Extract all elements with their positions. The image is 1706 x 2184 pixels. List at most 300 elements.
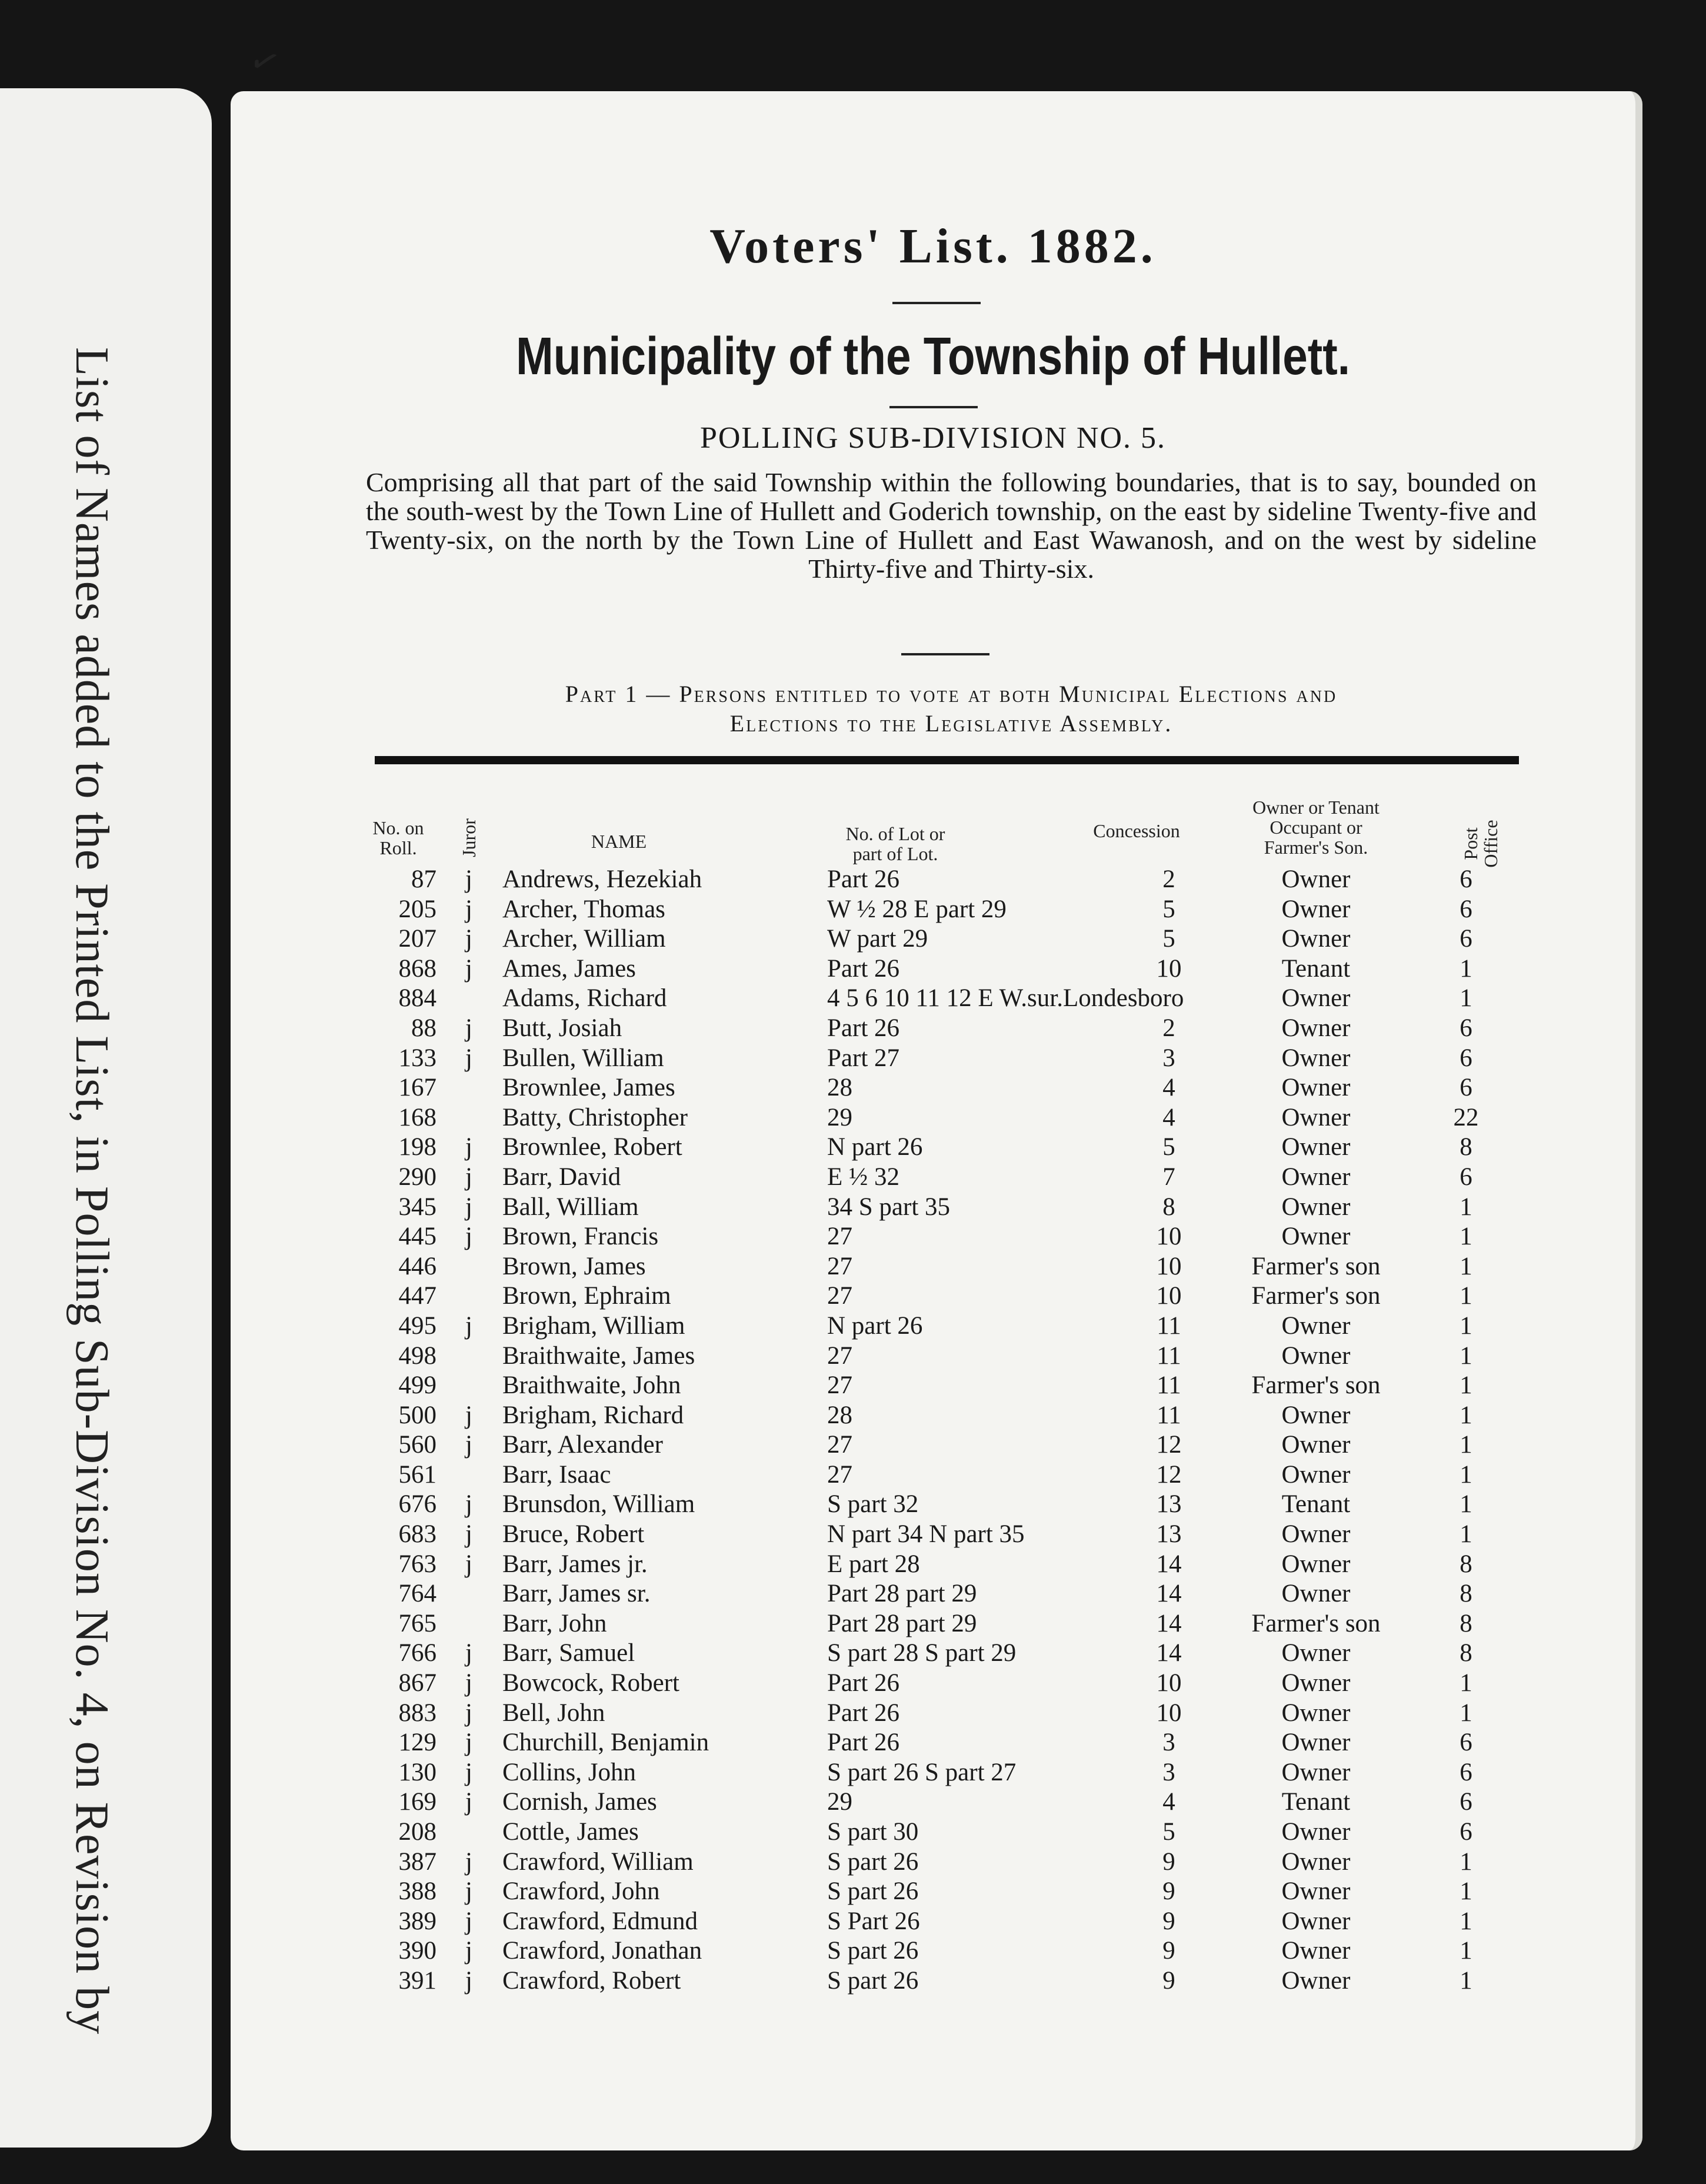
header-lot-line-1: No. of Lot or [845, 823, 945, 844]
table-row [231, 1728, 1635, 1758]
cell-concession: 10 [1156, 1223, 1182, 1251]
table-row [231, 1014, 1635, 1044]
cell-concession: 3 [1162, 1044, 1175, 1072]
cell-concession: 9 [1162, 1847, 1175, 1876]
cell-juror: j [465, 895, 472, 923]
cell-po: 8 [1460, 1580, 1472, 1608]
header-owner [1219, 797, 1413, 857]
cell-concession: 4 [1162, 1103, 1175, 1131]
cell-po: 1 [1460, 1431, 1472, 1459]
cell-po: 8 [1460, 1639, 1472, 1667]
cell-name: Brown, Francis [502, 1223, 659, 1251]
cell-roll: 390 [398, 1937, 437, 1965]
header-po-line-1: Post [1460, 827, 1481, 860]
cell-roll: 290 [398, 1163, 437, 1191]
cell-concession: 10 [1156, 1282, 1182, 1310]
cell-lot: 27 [827, 1223, 852, 1251]
cell-juror: j [465, 1639, 472, 1667]
cell-concession: 5 [1162, 1818, 1175, 1846]
cell-roll: 88 [411, 1014, 437, 1042]
cell-concession: 11 [1157, 1341, 1181, 1370]
cell-juror: j [465, 1044, 472, 1072]
cell-juror: j [465, 865, 472, 893]
cell-lot: S part 26 [827, 1877, 919, 1906]
cell-concession: 14 [1156, 1550, 1182, 1578]
table-row [231, 1550, 1635, 1580]
header-owner-line-3: Farmer's Son. [1264, 837, 1368, 858]
cell-roll: 500 [398, 1401, 437, 1429]
table-row [231, 1341, 1635, 1371]
cell-roll: 766 [398, 1639, 437, 1667]
municipality-heading: Municipality of the Township of Hullett. [516, 327, 1350, 386]
header-lot-line-2: part of Lot. [852, 843, 938, 864]
cell-juror: j [465, 1758, 472, 1786]
cell-juror: j [465, 1163, 472, 1191]
cell-lot: S part 28 S part 29 [827, 1639, 1017, 1667]
cell-lot: N part 26 [827, 1311, 923, 1340]
header-roll-line-1: No. on [372, 817, 424, 838]
page-title: Voters' List. 1882. [709, 219, 1157, 274]
table-row [231, 954, 1635, 984]
cell-po: 1 [1460, 1341, 1472, 1370]
cell-concession: 10 [1156, 1669, 1182, 1697]
cell-po: 1 [1460, 1282, 1472, 1310]
table-row [231, 1163, 1635, 1193]
cell-owner: Owner [1281, 1311, 1351, 1340]
cell-roll: 867 [398, 1669, 437, 1697]
cell-owner: Farmer's son [1251, 1252, 1381, 1280]
cell-lot: Part 28 part 29 [827, 1609, 977, 1637]
cell-roll: 207 [398, 925, 437, 953]
cell-name: Brownlee, Robert [502, 1133, 682, 1161]
cell-roll: 561 [398, 1460, 437, 1489]
cell-juror: j [465, 1699, 472, 1727]
table-row [231, 1579, 1635, 1609]
cell-po: 6 [1460, 1044, 1472, 1072]
cell-owner: Owner [1281, 1163, 1351, 1191]
cell-concession: 10 [1156, 1252, 1182, 1280]
cell-lot: 4 5 6 10 11 12 E W.sur.Londesboro [827, 984, 1184, 1013]
cell-concession: 12 [1156, 1431, 1182, 1459]
cell-roll: 133 [398, 1044, 437, 1072]
cell-juror: j [465, 1966, 472, 1995]
cell-name: Bell, John [502, 1699, 605, 1727]
cell-po: 1 [1460, 1966, 1472, 1995]
cell-concession: 9 [1162, 1966, 1175, 1995]
cell-roll: 683 [398, 1520, 437, 1549]
voters-table [231, 865, 1635, 1996]
cell-juror: j [465, 1729, 472, 1757]
part-heading-line-1: Part 1 — Persons entitled to vote at both Municipal Elections and [565, 681, 1338, 707]
cell-concession: 14 [1156, 1580, 1182, 1608]
cell-owner: Owner [1281, 1669, 1351, 1697]
cell-concession: 5 [1162, 1133, 1175, 1161]
cell-lot: 28 [827, 1401, 852, 1429]
cell-name: Crawford, John [502, 1877, 660, 1906]
cell-po: 1 [1460, 1937, 1472, 1965]
cell-po: 6 [1460, 1014, 1472, 1042]
cell-name: Collins, John [502, 1758, 636, 1786]
table-row [231, 1639, 1635, 1669]
cell-owner: Tenant [1281, 954, 1351, 983]
table-row [231, 1669, 1635, 1699]
cell-roll: 495 [398, 1311, 437, 1340]
cell-owner: Owner [1281, 1937, 1351, 1965]
cell-owner: Owner [1281, 1729, 1351, 1757]
cell-roll: 446 [398, 1252, 437, 1280]
cell-po: 8 [1460, 1133, 1472, 1161]
cell-po: 1 [1460, 1401, 1472, 1429]
cell-name: Batty, Christopher [502, 1103, 688, 1131]
cell-concession: 4 [1162, 1074, 1175, 1102]
table-row [231, 1222, 1635, 1252]
cell-roll: 763 [398, 1550, 437, 1578]
table-row [231, 1758, 1635, 1788]
cell-juror: j [465, 1401, 472, 1429]
cell-owner: Owner [1281, 1133, 1351, 1161]
cell-name: Crawford, Jonathan [502, 1937, 702, 1965]
cell-lot: 27 [827, 1252, 852, 1280]
cell-po: 6 [1460, 895, 1472, 923]
table-row [231, 895, 1635, 925]
table-row [231, 1699, 1635, 1729]
cell-name: Cottle, James [502, 1818, 639, 1846]
cell-owner: Owner [1281, 1520, 1351, 1549]
cell-juror: j [465, 1788, 472, 1816]
cell-owner: Owner [1281, 1639, 1351, 1667]
cell-name: Brigham, William [502, 1311, 685, 1340]
cell-juror: j [465, 1431, 472, 1459]
table-row [231, 1936, 1635, 1966]
cell-po: 8 [1460, 1550, 1472, 1578]
cell-owner: Owner [1281, 1074, 1351, 1102]
cell-lot: S part 26 [827, 1937, 919, 1965]
table-row [231, 1252, 1635, 1282]
cell-lot: S part 26 [827, 1966, 919, 1995]
cell-juror: j [465, 1520, 472, 1549]
cell-lot: Part 26 [827, 865, 900, 893]
table-row [231, 1133, 1635, 1163]
cell-lot: S Part 26 [827, 1907, 920, 1935]
cell-name: Crawford, William [502, 1847, 694, 1876]
table-row [231, 1490, 1635, 1520]
cell-juror: j [465, 1223, 472, 1251]
table-row [231, 1430, 1635, 1460]
cell-owner: Owner [1281, 1460, 1351, 1489]
cell-owner: Tenant [1281, 1490, 1351, 1519]
cell-concession: 5 [1162, 925, 1175, 953]
cell-lot: 27 [827, 1371, 852, 1400]
cell-lot: Part 26 [827, 1669, 900, 1697]
cell-name: Brown, Ephraim [502, 1282, 671, 1310]
table-row [231, 1073, 1635, 1103]
cell-juror: j [465, 1877, 472, 1906]
table-row [231, 984, 1635, 1014]
part-heading-line-2: Elections to the Legislative Assembly. [729, 710, 1173, 737]
cell-owner: Owner [1281, 1966, 1351, 1995]
table-row [231, 1787, 1635, 1817]
cell-owner: Owner [1281, 1044, 1351, 1072]
cell-owner: Farmer's son [1251, 1282, 1381, 1310]
cell-lot: 28 [827, 1074, 852, 1102]
cell-lot: E ½ 32 [827, 1163, 900, 1191]
cell-lot: 27 [827, 1282, 852, 1310]
cell-juror: j [465, 1133, 472, 1161]
cell-name: Ball, William [502, 1193, 639, 1221]
table-row [231, 1193, 1635, 1223]
cell-lot: S part 26 [827, 1847, 919, 1876]
cell-name: Brown, James [502, 1252, 646, 1280]
cell-concession: 13 [1156, 1490, 1182, 1519]
cell-roll: 388 [398, 1877, 437, 1906]
cell-owner: Owner [1281, 1401, 1351, 1429]
table-row [231, 1847, 1635, 1877]
cell-owner: Owner [1281, 925, 1351, 953]
cell-name: Barr, David [502, 1163, 621, 1191]
cell-po: 1 [1460, 1371, 1472, 1400]
cell-name: Barr, James jr. [502, 1550, 648, 1578]
cell-lot: W ½ 28 E part 29 [827, 895, 1007, 923]
cell-concession: 12 [1156, 1460, 1182, 1489]
cell-po: 1 [1460, 1847, 1472, 1876]
cell-po: 1 [1460, 1223, 1472, 1251]
cell-name: Crawford, Edmund [502, 1907, 698, 1935]
cell-po: 6 [1460, 1163, 1472, 1191]
cell-roll: 884 [398, 984, 437, 1013]
cell-concession: 2 [1162, 1014, 1175, 1042]
cell-juror: j [465, 1311, 472, 1340]
cell-po: 6 [1460, 865, 1472, 893]
cell-roll: 169 [398, 1788, 437, 1816]
cell-name: Barr, Samuel [502, 1639, 635, 1667]
table-row [231, 1311, 1635, 1341]
cell-lot: N part 34 N part 35 [827, 1520, 1025, 1549]
cell-po: 1 [1460, 954, 1472, 983]
cell-roll: 87 [411, 865, 437, 893]
cell-owner: Owner [1281, 1431, 1351, 1459]
cell-owner: Owner [1281, 1014, 1351, 1042]
cell-name: Brigham, Richard [502, 1401, 684, 1429]
cell-owner: Owner [1281, 1580, 1351, 1608]
cell-name: Crawford, Robert [502, 1966, 681, 1995]
cell-concession: 2 [1162, 865, 1175, 893]
cell-lot: W part 29 [827, 925, 928, 953]
table-row [231, 1281, 1635, 1311]
cell-name: Braithwaite, John [502, 1371, 681, 1400]
cell-name: Cornish, James [502, 1788, 657, 1816]
cell-concession: 10 [1156, 1699, 1182, 1727]
cell-name: Archer, William [502, 925, 666, 953]
cell-name: Bowcock, Robert [502, 1669, 679, 1697]
cell-concession: 11 [1157, 1311, 1181, 1340]
table-row [231, 1460, 1635, 1490]
cell-lot: Part 27 [827, 1044, 900, 1072]
header-owner-line-2: Occupant or [1269, 817, 1362, 838]
cell-roll: 499 [398, 1371, 437, 1400]
cell-po: 8 [1460, 1609, 1472, 1637]
cell-name: Brownlee, James [502, 1074, 675, 1102]
cell-po: 1 [1460, 1669, 1472, 1697]
cell-lot: 29 [827, 1788, 852, 1816]
cell-name: Barr, Isaac [502, 1460, 611, 1489]
cell-roll: 447 [398, 1282, 437, 1310]
cell-roll: 391 [398, 1966, 437, 1995]
cell-name: Barr, Alexander [502, 1431, 663, 1459]
cell-name: Braithwaite, James [502, 1341, 695, 1370]
cell-po: 6 [1460, 1074, 1472, 1102]
part-heading [366, 680, 1537, 738]
left-page [0, 88, 212, 2148]
table-row [231, 1817, 1635, 1847]
cell-po: 6 [1460, 1788, 1472, 1816]
cell-concession: 7 [1162, 1163, 1175, 1191]
header-lot [807, 824, 984, 864]
cell-juror: j [465, 1937, 472, 1965]
cell-lot: 27 [827, 1460, 852, 1489]
cell-juror: j [465, 1550, 472, 1578]
cell-juror: j [465, 954, 472, 983]
cell-owner: Owner [1281, 1877, 1351, 1906]
cell-concession: 14 [1156, 1639, 1182, 1667]
cell-name: Brunsdon, William [502, 1490, 695, 1519]
cell-owner: Owner [1281, 1758, 1351, 1786]
cell-lot: Part 26 [827, 954, 900, 983]
cell-juror: j [465, 1847, 472, 1876]
table-row [231, 1907, 1635, 1937]
cell-juror: j [465, 1014, 472, 1042]
table-row [231, 1401, 1635, 1431]
cell-name: Barr, James sr. [502, 1580, 651, 1608]
cell-lot: Part 26 [827, 1014, 900, 1042]
cell-lot: 27 [827, 1341, 852, 1370]
cell-owner: Owner [1281, 984, 1351, 1013]
cell-roll: 208 [398, 1818, 437, 1846]
cell-name: Butt, Josiah [502, 1014, 622, 1042]
cell-roll: 129 [398, 1729, 437, 1757]
cell-owner: Owner [1281, 895, 1351, 923]
cell-owner: Farmer's son [1251, 1609, 1381, 1637]
cell-owner: Owner [1281, 1550, 1351, 1578]
cell-owner: Owner [1281, 1847, 1351, 1876]
table-row [231, 1520, 1635, 1550]
boundary-description: Comprising all that part of the said Township within the following boundaries, that is to say, bounded on the south-west by the Town Line of Hullett and Goderich township, on the east by sideline Twenty-five and Twenty-six, on the north by the Town Line of Hullett and East Wawanosh, and on the west by sideline Thirty-five and Thirty-six. [366, 467, 1537, 584]
header-roll-line-2: Roll. [379, 837, 417, 858]
cell-lot: 34 S part 35 [827, 1193, 951, 1221]
cell-roll: 130 [398, 1758, 437, 1786]
cell-lot: S part 30 [827, 1818, 919, 1846]
cell-concession: 10 [1156, 954, 1182, 983]
cell-lot: S part 26 S part 27 [827, 1758, 1017, 1786]
cell-roll: 445 [398, 1223, 437, 1251]
cell-concession: 11 [1157, 1401, 1181, 1429]
tick-mark: ✓ [244, 37, 286, 86]
table-row [231, 924, 1635, 954]
cell-roll: 168 [398, 1103, 437, 1131]
cell-lot: N part 26 [827, 1133, 923, 1161]
table-row [231, 1371, 1635, 1401]
cell-roll: 387 [398, 1847, 437, 1876]
cell-juror: j [465, 925, 472, 953]
divider [892, 302, 981, 304]
cell-po: 1 [1460, 1252, 1472, 1280]
cell-name: Adams, Richard [502, 984, 667, 1013]
cell-juror: j [465, 1490, 472, 1519]
header-owner-line-1: Owner or Tenant [1252, 797, 1380, 818]
table-row [231, 1966, 1635, 1996]
cell-owner: Tenant [1281, 1788, 1351, 1816]
cell-roll: 883 [398, 1699, 437, 1727]
table-row [231, 1609, 1635, 1639]
cell-roll: 765 [398, 1609, 437, 1637]
divider [889, 406, 978, 408]
cell-name: Bullen, William [502, 1044, 664, 1072]
header-juror: Juror [458, 818, 479, 857]
table-row [231, 1877, 1635, 1907]
cell-roll: 560 [398, 1431, 437, 1459]
header-concession: Concession [1093, 820, 1180, 841]
cell-owner: Owner [1281, 1193, 1351, 1221]
cell-concession: 3 [1162, 1758, 1175, 1786]
cell-concession: 9 [1162, 1907, 1175, 1935]
cell-concession: 11 [1157, 1371, 1181, 1400]
header-name: NAME [591, 831, 647, 852]
cell-owner: Owner [1281, 865, 1351, 893]
cell-roll: 205 [398, 895, 437, 923]
cell-po: 22 [1453, 1103, 1479, 1131]
cell-roll: 868 [398, 954, 437, 983]
cell-juror: j [465, 1193, 472, 1221]
cell-concession: 3 [1162, 1729, 1175, 1757]
cell-po: 6 [1460, 1818, 1472, 1846]
cell-owner: Owner [1281, 1699, 1351, 1727]
cell-po: 1 [1460, 1490, 1472, 1519]
cell-po: 6 [1460, 1758, 1472, 1786]
cell-concession: 8 [1162, 1193, 1175, 1221]
table-top-rule [375, 756, 1519, 764]
cell-roll: 167 [398, 1074, 437, 1102]
cell-owner: Owner [1281, 1818, 1351, 1846]
cell-roll: 676 [398, 1490, 437, 1519]
cell-po: 1 [1460, 984, 1472, 1013]
cell-name: Barr, John [502, 1609, 607, 1637]
cell-owner: Farmer's son [1251, 1371, 1381, 1400]
cell-po: 1 [1460, 1699, 1472, 1727]
cell-lot: S part 32 [827, 1490, 919, 1519]
cell-juror: j [465, 1669, 472, 1697]
cell-concession: 9 [1162, 1877, 1175, 1906]
cell-roll: 345 [398, 1193, 437, 1221]
cell-po: 1 [1460, 1460, 1472, 1489]
cell-roll: 498 [398, 1341, 437, 1370]
cell-roll: 198 [398, 1133, 437, 1161]
cell-owner: Owner [1281, 1223, 1351, 1251]
cell-concession: 9 [1162, 1937, 1175, 1965]
cell-po: 1 [1460, 1520, 1472, 1549]
cell-lot: Part 28 part 29 [827, 1580, 977, 1608]
cell-name: Andrews, Hezekiah [502, 865, 702, 893]
cell-lot: Part 26 [827, 1699, 900, 1727]
divider [901, 653, 989, 655]
cell-roll: 764 [398, 1580, 437, 1608]
cell-po: 6 [1460, 925, 1472, 953]
cell-lot: E part 28 [827, 1550, 920, 1578]
document-page [231, 91, 1642, 2150]
cell-concession: 4 [1162, 1788, 1175, 1816]
cell-concession: 14 [1156, 1609, 1182, 1637]
cell-lot: 29 [827, 1103, 852, 1131]
cell-po: 1 [1460, 1193, 1472, 1221]
cell-po: 6 [1460, 1729, 1472, 1757]
